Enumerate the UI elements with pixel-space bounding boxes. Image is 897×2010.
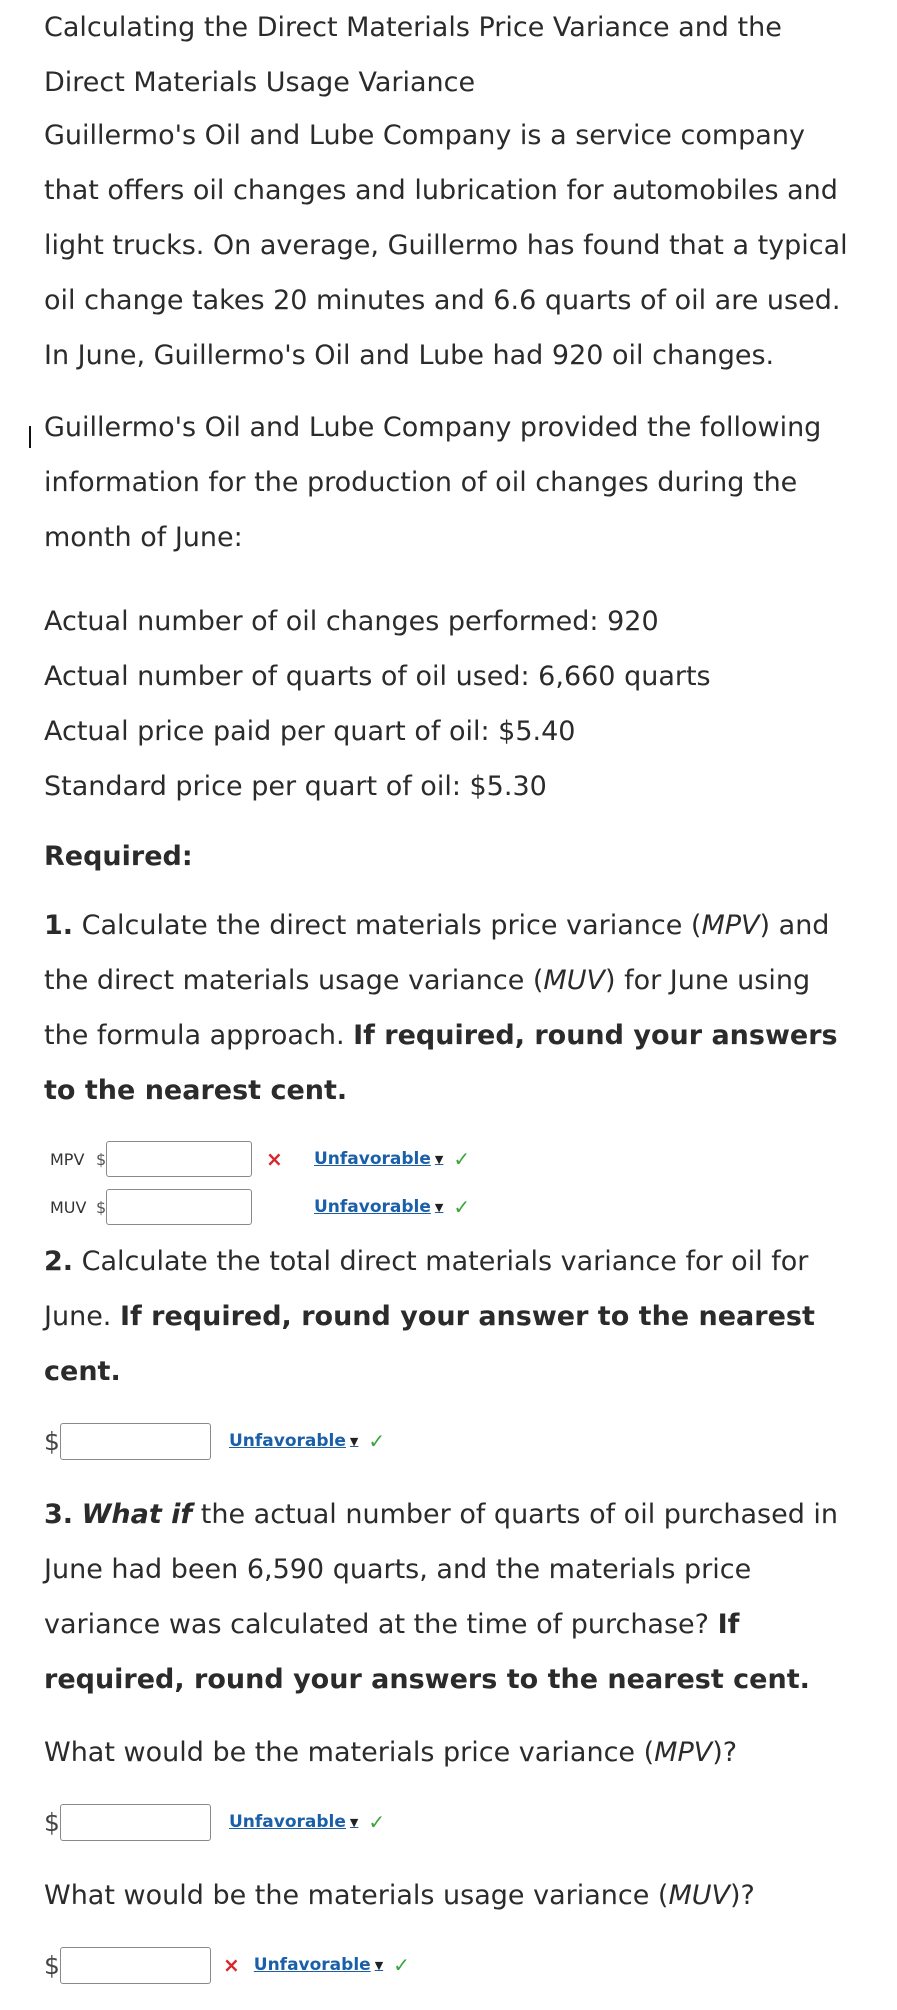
mpv-answer-row: [50, 1141, 470, 1177]
question-3: 3. What if the actual number of quarts of oil purchased in June had been 6,590 quarts, and the materials price variance was calculated at the time of purchase? If required, round your answers to the nearest cent.: [44, 1499, 839, 1695]
fact-item: Actual price paid per quart of oil: $5.40: [44, 716, 576, 747]
total-variance-input[interactable]: [60, 1423, 211, 1460]
required-heading: Required:: [44, 841, 193, 872]
correct-check-icon: ✓: [368, 1429, 386, 1453]
cursor-marker: [29, 426, 31, 448]
chevron-down-icon: ▼: [374, 1958, 384, 1972]
chevron-down-icon: ▼: [434, 1200, 444, 1214]
total-favorability-dropdown[interactable]: Unfavorable ▼: [229, 1431, 359, 1451]
correct-check-icon: ✓: [393, 1953, 410, 1977]
chevron-down-icon: ▼: [349, 1815, 359, 1829]
correct-check-icon: ✓: [453, 1147, 471, 1171]
fact-item: Actual number of oil changes performed: 920: [44, 606, 659, 637]
incorrect-icon: ×: [223, 1953, 240, 1977]
whatif-muv-input[interactable]: [60, 1947, 211, 1984]
mpv-favorability-dropdown[interactable]: Unfavorable ▼: [314, 1149, 444, 1169]
chevron-down-icon: ▼: [349, 1434, 359, 1448]
question-2: 2. Calculate the total direct materials variance for oil for June. If required, round your answer to the nearest cent.: [44, 1246, 815, 1387]
chevron-down-icon: ▼: [434, 1152, 444, 1166]
question-1: 1. Calculate the direct materials price variance (MPV) and the direct materials usage variance (MUV) for June using the formula approach. If required, round your answers to the nearest cent.: [44, 910, 838, 1106]
fact-item: Standard price per quart of oil: $5.30: [44, 771, 547, 802]
muv-question: What would be the materials usage variance (MUV)?: [44, 1880, 755, 1911]
mpv-question: What would be the materials price variance (MPV)?: [44, 1737, 738, 1768]
facts-list: [44, 594, 874, 814]
currency-symbol: $: [44, 1950, 60, 1980]
total-variance-row: [44, 1422, 385, 1460]
muv-label: MUV: [50, 1197, 87, 1217]
whatif-mpv-favorability-dropdown[interactable]: Unfavorable ▼: [229, 1812, 359, 1832]
incorrect-icon: ×: [266, 1147, 283, 1171]
whatif-mpv-input[interactable]: [60, 1804, 211, 1841]
correct-check-icon: ✓: [453, 1195, 471, 1219]
problem-heading: Calculating the Direct Materials Price Variance and the Direct Materials Usage Variance: [44, 12, 782, 98]
info-paragraph: Guillermo's Oil and Lube Company provided the following information for the production of oil changes during the month of June:: [44, 412, 822, 553]
currency-symbol: $: [44, 1426, 60, 1456]
intro-paragraph: Guillermo's Oil and Lube Company is a service company that offers oil changes and lubrication for automobiles and light trucks. On average, Guillermo has found that a typical oil change takes 20 minutes and 6.6 quarts of oil are used. In June, Guillermo's Oil and Lube had 920 oil changes.: [44, 120, 848, 371]
mpv-label: MPV: [50, 1149, 85, 1169]
muv-favorability-dropdown[interactable]: Unfavorable ▼: [314, 1197, 444, 1217]
currency-symbol: $: [44, 1807, 60, 1837]
mpv-input[interactable]: [106, 1141, 252, 1177]
currency-symbol: $: [96, 1149, 107, 1169]
whatif-muv-row: [44, 1946, 410, 1984]
muv-input[interactable]: [106, 1189, 252, 1225]
whatif-muv-favorability-dropdown[interactable]: Unfavorable ▼: [253, 1955, 384, 1975]
fact-item: Actual number of quarts of oil used: 6,660 quarts: [44, 661, 711, 692]
muv-answer-row: [50, 1189, 470, 1225]
whatif-mpv-row: [44, 1803, 385, 1841]
correct-check-icon: ✓: [368, 1810, 386, 1834]
currency-symbol: $: [96, 1197, 107, 1217]
